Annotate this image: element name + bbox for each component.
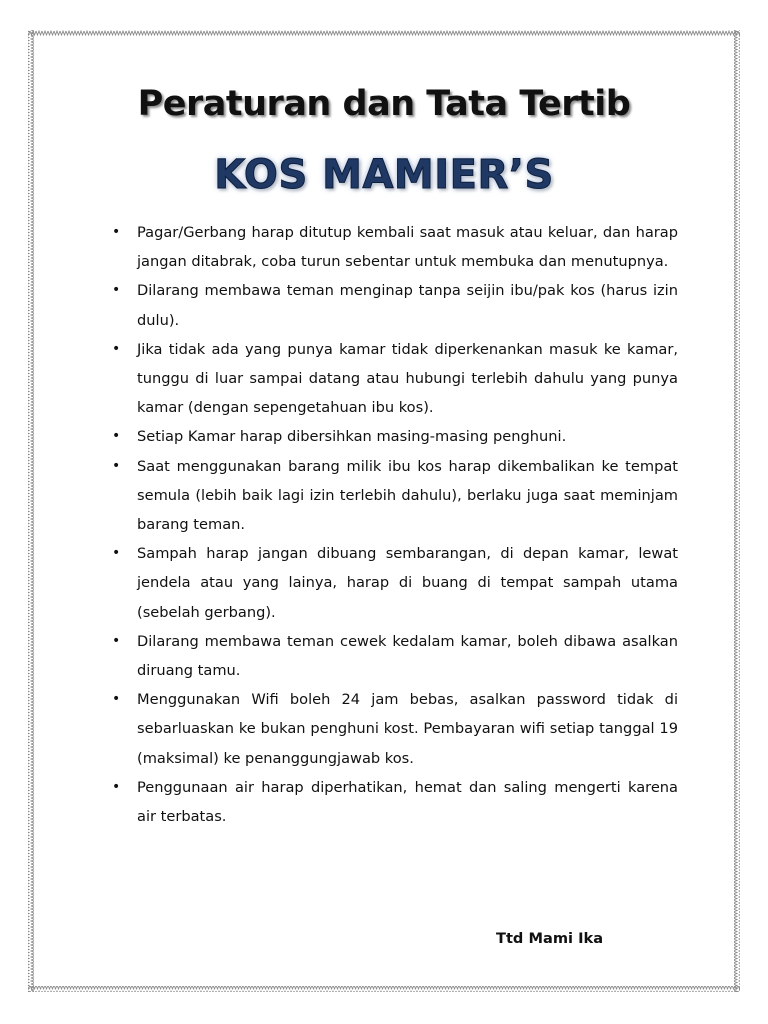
rule-item [110, 539, 678, 627]
bullet-icon: • [112, 457, 121, 474]
bullet-icon: • [112, 224, 121, 240]
rule-text: Saat menggunakan barang milik ibu kos harap dikembalikan ke tempat semula (lebih baik lagi izin terlebih dahulu), berlaku juga saat meminjam barang teman. [137, 457, 678, 534]
bullet-icon: • [112, 282, 121, 299]
rule-text: Jika tidak ada yang punya kamar tidak diperkenankan masuk ke kamar, tunggu di luar sampai datang atau hubungi terlebih dahulu yang punya kamar (dengan sepengetahuan ibu kos). [137, 340, 678, 417]
document-title: Peraturan dan Tata Tertib [137, 84, 631, 124]
rule-text: Penggunaan air harap diperhatikan, hemat dan saling mengerti karena air terbatas. [137, 778, 678, 826]
document-subtitle: KOS MAMIER’S [214, 152, 554, 198]
bullet-icon: • [112, 778, 121, 795]
rule-text: Menggunakan Wifi boleh 24 jam bebas, asalkan password tidak di sebarluaskan ke bukan penghuni kost. Pembayaran wifi setiap tanggal 19 (maksimal) ke penanggungjawab kos. [137, 691, 678, 767]
bullet-icon: • [112, 545, 121, 562]
rule-text: Pagar/Gerbang harap ditutup kembali saat masuk atau keluar, dan harap jangan ditabrak, coba turun sebentar untuk membuka dan menutupnya. [137, 224, 678, 271]
rule-item [110, 335, 678, 423]
rule-item [110, 452, 678, 540]
rule-item [110, 422, 678, 451]
rules-list [110, 218, 678, 831]
bullet-icon: • [112, 340, 121, 357]
rule-text: Dilarang membawa teman cewek kedalam kamar, boleh dibawa asalkan diruang tamu. [137, 632, 678, 680]
rule-text: Setiap Kamar harap dibersihkan masing-masing penghuni. [137, 428, 567, 446]
bullet-icon: • [112, 632, 121, 649]
signature: Ttd Mami Ika [496, 930, 604, 947]
rule-item [110, 276, 678, 334]
rule-text: Sampah harap jangan dibuang sembarangan, di depan kamar, lewat jendela atau yang lainya, harap di buang di tempat sampah utama (sebelah gerbang). [137, 545, 678, 621]
rule-item [110, 627, 678, 685]
rule-item [110, 685, 678, 773]
rule-text: Dilarang membawa teman menginap tanpa seijin ibu/pak kos (harus izin dulu). [137, 282, 678, 329]
bullet-icon: • [112, 691, 121, 708]
rule-item [110, 773, 678, 831]
bullet-icon: • [112, 428, 121, 445]
rule-item [110, 218, 678, 276]
